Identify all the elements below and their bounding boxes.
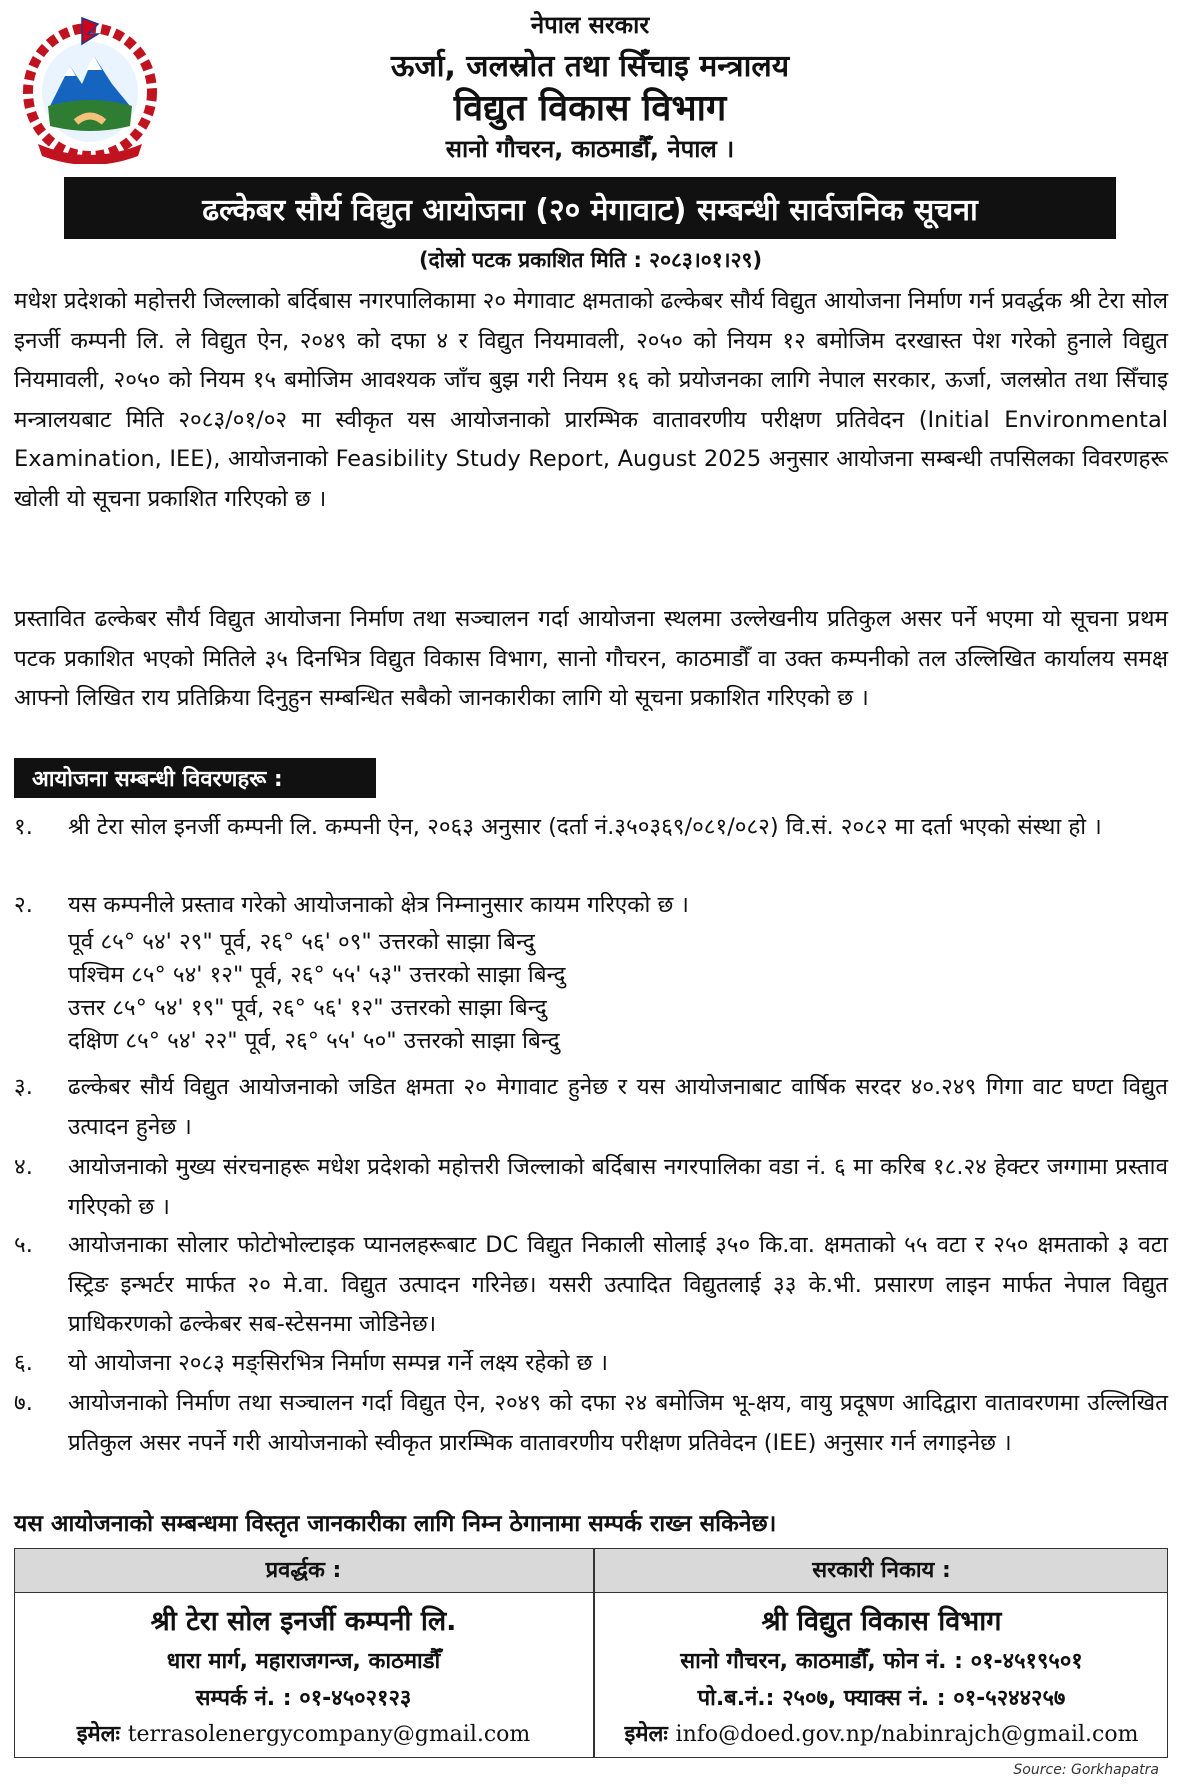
list-item bbox=[14, 1344, 1168, 1384]
government-name: श्री विद्युत विकास विभाग bbox=[761, 1606, 1002, 1637]
intro-paragraph: मधेश प्रदेशको महोत्तरी जिल्लाको बर्दिबास नगरपालिकामा २० मेगावाट क्षमताको ढल्केबर सौर्य विद्युत आयोजना निर्माण गर्न प्रवर्द्धक श्री टेरा सोल इनर्जी कम्पनी लि. ले विद्युत ऐन, २०४९ को दफा ४ र विद्युत नियमावली, २०५० को नियम १२ बमोजिम दरखास्त पेश गरेको हुनाले विद्युत नियमावली, २०५० को नियम १५ बमोजिम आवश्यक जाँच बुझ गरी नियम १६ को प्रयोजनका लागि नेपाल सरकार, ऊर्जा, जलस्रोत तथा सिँचाइ मन्त्रालयबाट मिति २०८३/०१/०२ मा स्वीकृत यस आयोजनाको प्रारम्भिक वातावरणीय परीक्षण प्रतिवेदन (Initial Environmental Examination, IEE), आयोजनाको Feasibility Study Report, August 2025 अनुसार आयोजना सम्बन्धी तपसिलका विवरणहरू खोली यो सूचना प्रकाशित गरिएको छ । bbox=[14, 288, 1168, 512]
item-number: ४. bbox=[14, 1154, 33, 1180]
contacts-table bbox=[14, 1548, 1168, 1758]
item-number: ५. bbox=[14, 1232, 33, 1258]
govt-heading: नेपाल सरकार bbox=[530, 11, 650, 39]
government-pobox: पो.ब.नं.: २५०७, फ्याक्स नं. : ०१-५२४४२५७ bbox=[697, 1686, 1066, 1711]
nepal-government-emblem-icon bbox=[20, 14, 160, 164]
promoter-column bbox=[15, 1549, 592, 1757]
list-item bbox=[14, 1068, 1168, 1147]
coordinate-north: उत्तर ८५° ५४' १९" पूर्व, २६° ५६' १२" उत्तरको साझा बिन्दु bbox=[68, 994, 547, 1021]
item-text: यो आयोजना २०८३ मङ्सिरभित्र निर्माण सम्पन्न गर्ने लक्ष्य रहेको छ । bbox=[68, 1350, 609, 1376]
list-item bbox=[14, 886, 1168, 1058]
objection-paragraph: प्रस्तावित ढल्केबर सौर्य विद्युत आयोजना निर्माण तथा सञ्चालन गर्दा आयोजना स्थलमा उल्लेखनीय प्रतिकुल असर पर्ने भएमा यो सूचना प्रथम पटक प्रकाशित भएको मितिले ३५ दिनभित्र विद्युत विकास विभाग, सानो गौचरन, काठमाडौँ वा उक्त कम्पनीको तल उल्लिखित कार्यालय समक्ष आफ्नो लिखित राय प्रतिक्रिया दिनुहुन सम्बन्धित सबैको जानकारीका लागि यो सूचना प्रकाशित गरिएको छ । bbox=[14, 606, 1168, 711]
promoter-address: धारा मार्ग, महाराजगन्ज, काठमाडौँ bbox=[166, 1649, 441, 1674]
coordinate-west: पश्चिम ८५° ५४' १२" पूर्व, २६° ५५' ५३" उत्तरको साझा बिन्दु bbox=[68, 961, 566, 988]
publication-date: (दोस्रो पटक प्रकाशित मिति : २०८३।०१।२९) bbox=[418, 248, 763, 272]
item-number: १. bbox=[14, 814, 33, 840]
promoter-phone: सम्पर्क नं. : ०१-४५०२१२३ bbox=[195, 1686, 412, 1711]
item-text: यस कम्पनीले प्रस्ताव गरेको आयोजनाको क्षेत्र निम्नानुसार कायम गरिएको छ । bbox=[68, 892, 689, 918]
item-number: ७. bbox=[14, 1390, 33, 1416]
source-credit: Source: Gorkhapatra bbox=[1013, 1762, 1159, 1778]
item-number: ६. bbox=[14, 1350, 33, 1376]
item-text: आयोजनाका सोलार फोटोभोल्टाइक प्यानलहरूबाट DC विद्युत निकाली सोलाई ३५० कि.वा. क्षमताको ५५ वटा र २५० क्षमताको ३ वटा स्ट्रिङ इन्भर्टर मार्फत २० मे.वा. विद्युत उत्पादन गरिनेछ। यसरी उत्पादित विद्युतलाई ३३ के.भी. प्रसारण लाइन मार्फत नेपाल विद्युत प्राधिकरणको ढल्केबर सब-स्टेसनमा जोडिनेछ। bbox=[68, 1232, 1168, 1337]
item-text: श्री टेरा सोल इनर्जी कम्पनी लि. कम्पनी ऐन, २०६३ अनुसार (दर्ता नं.३५०३६९/०८१/०८२) वि.सं. २०८२ मा दर्ता भएको संस्था हो । bbox=[68, 814, 1102, 840]
government-heading: सरकारी निकाय : bbox=[812, 1558, 951, 1583]
ministry-heading: ऊर्जा, जलस्रोत तथा सिँचाइ मन्त्रालय bbox=[390, 49, 790, 84]
item-text: आयोजनाको मुख्य संरचनाहरू मधेश प्रदेशको महोत्तरी जिल्लाको बर्दिबास नगरपालिका वडा नं. ६ मा करिब १८.२४ हेक्टर जग्गामा प्रस्ताव गरिएको छ । bbox=[68, 1154, 1168, 1220]
government-column bbox=[593, 1549, 1170, 1757]
project-details-heading: आयोजना सम्बन्धी विवरणहरू : bbox=[14, 758, 376, 798]
government-email-link[interactable]: info@doed.gov.np/nabinrajch@gmail.com bbox=[675, 1722, 1139, 1747]
coordinate-east: पूर्व ८५° ५४' २९" पूर्व, २६° ५६' ०९" उत्तरको साझा बिन्दु bbox=[68, 928, 535, 955]
government-address: सानो गौचरन, काठमाडौँ, फोन नं. : ०१-४५१९५०१ bbox=[680, 1649, 1083, 1674]
promoter-name: श्री टेरा सोल इनर्जी कम्पनी लि. bbox=[150, 1606, 457, 1637]
promoter-heading: प्रवर्द्धक : bbox=[265, 1558, 342, 1583]
department-heading: विद्युत विकास विभाग bbox=[453, 88, 727, 129]
item-number: ३. bbox=[14, 1074, 33, 1100]
list-item bbox=[14, 1148, 1168, 1227]
notice-title: ढल्केबर सौर्य विद्युत आयोजना (२० मेगावाट) सम्बन्धी सार्वजनिक सूचना bbox=[64, 177, 1116, 239]
email-label: इमेलः bbox=[624, 1722, 668, 1747]
email-label: इमेलः bbox=[76, 1722, 121, 1747]
promoter-email-link[interactable]: terrasolenergycompany@gmail.com bbox=[127, 1722, 531, 1747]
government-email-row bbox=[593, 1717, 1170, 1753]
department-address: सानो गौचरन, काठमाडौँ, नेपाल । bbox=[445, 135, 735, 163]
coordinate-south: दक्षिण ८५° ५४' २२" पूर्व, २६° ५५' ५०" उत्तरको साझा बिन्दु bbox=[68, 1027, 560, 1054]
item-number: २. bbox=[14, 892, 33, 918]
list-item bbox=[14, 1226, 1168, 1345]
item-text: ढल्केबर सौर्य विद्युत आयोजनाको जडित क्षमता २० मेगावाट हुनेछ र यस आयोजनाबाट वार्षिक सरदर ४०.२४९ गिगा वाट घण्टा विद्युत उत्पादन हुनेछ । bbox=[68, 1074, 1168, 1140]
list-item bbox=[14, 1384, 1168, 1463]
contact-intro: यस आयोजनाको सम्बन्धमा विस्तृत जानकारीका लागि निम्न ठेगानामा सम्पर्क राख्न सकिनेछ। bbox=[14, 1511, 777, 1537]
item-text: आयोजनाको निर्माण तथा सञ्चालन गर्दा विद्युत ऐन, २०४९ को दफा २४ बमोजिम भू-क्षय, वायु प्रदूषण आदिद्वारा वातावरणमा उल्लिखित प्रतिकुल असर नपर्ने गरी आयोजनाको स्वीकृत प्रारम्भिक वातावरणीय परीक्षण प्रतिवेदन (IEE) अनुसार गर्न लगाइनेछ । bbox=[68, 1390, 1168, 1456]
list-item bbox=[14, 808, 1168, 848]
promoter-email-row bbox=[15, 1717, 592, 1753]
